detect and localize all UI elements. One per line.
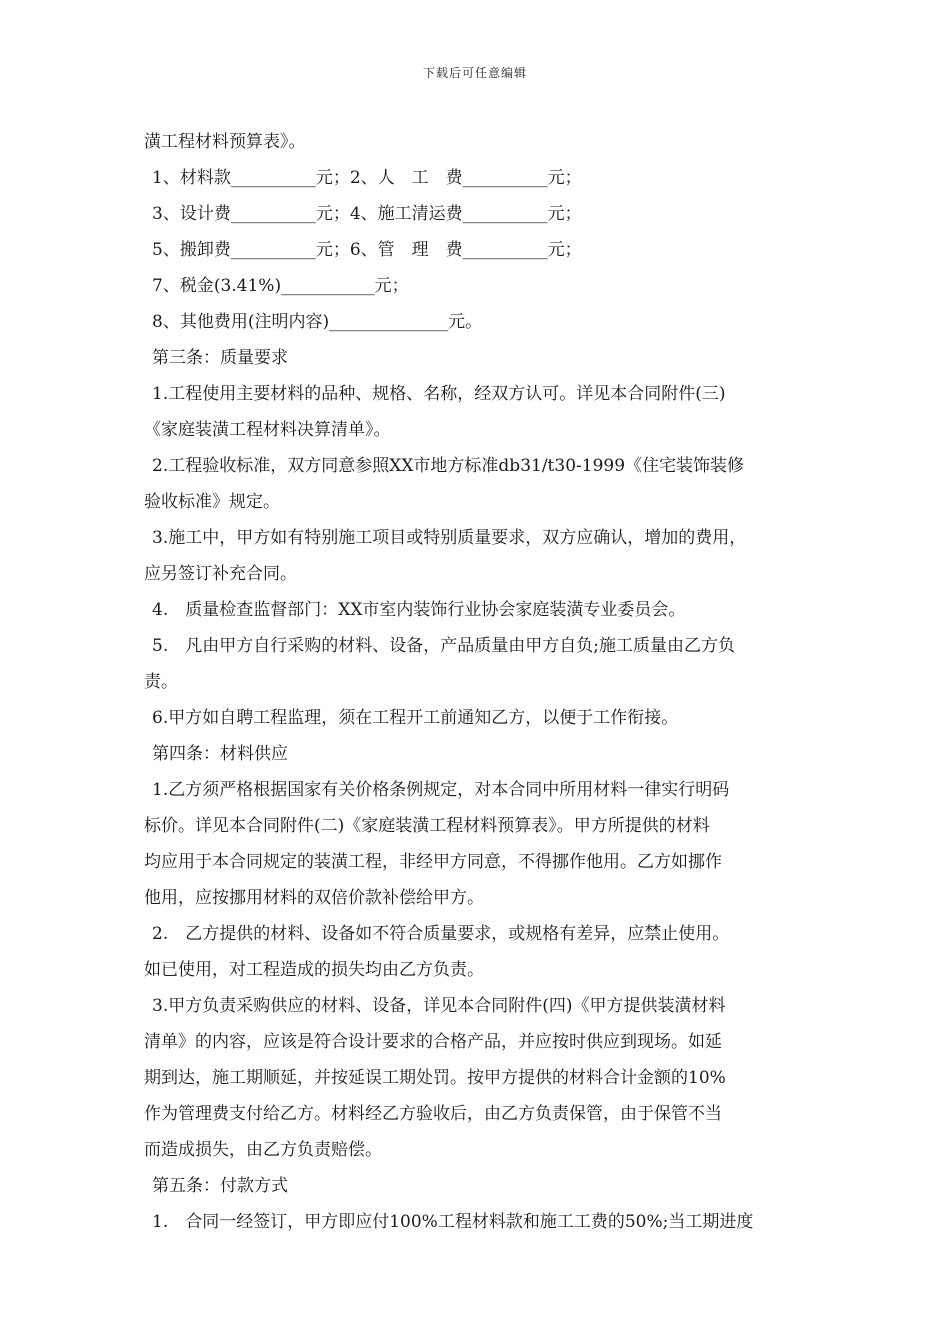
text-line: 第四条：材料供应 [152,744,288,764]
text-line: 3.甲方负责采购供应的材料、设备，详见本合同附件(四)《甲方提供装潢材料 [152,996,726,1016]
text-line: 3.施工中，甲方如有特别施工项目或特别质量要求，双方应确认，增加的费用， [152,528,747,548]
document-body [144,124,814,1240]
text-line: 7、税金(3.41%)___________元； [152,276,409,296]
text-line: 1. 合同一经签订，甲方即应付100%工程材料款和施工工费的50%;当工期进度 [152,1212,754,1232]
text-line: 第三条：质量要求 [152,348,288,368]
text-line: 《家庭装潢工程材料决算清单》。 [144,420,391,440]
text-line: 而造成损失，由乙方负责赔偿。 [144,1140,382,1160]
text-line: 1、材料款__________元；2、人 工 费__________元； [152,168,582,188]
text-line: 清单》的内容，应该是符合设计要求的合格产品，并应按时供应到现场。如延 [144,1032,722,1052]
text-line: 验收标准》规定。 [144,492,280,512]
text-line: 他用，应按挪用材料的双倍价款补偿给甲方。 [144,888,484,908]
text-line: 5. 凡由甲方自行采购的材料、设备，产品质量由甲方自负;施工质量由乙方负 [152,636,735,656]
text-line: 责。 [144,672,178,692]
text-line: 1.乙方须严格根据国家有关价格条例规定，对本合同中所用材料一律实行明码 [152,780,730,800]
text-line: 标价。详见本合同附件(二)《家庭装潢工程材料预算表》。甲方所提供的材料 [144,816,710,836]
text-line: 1.工程使用主要材料的品种、规格、名称，经双方认可。详见本合同附件(三) [152,384,726,404]
text-line: 作为管理费支付给乙方。材料经乙方验收后，由乙方负责保管，由于保管不当 [144,1104,722,1124]
text-line: 4. 质量检查监督部门：XX市室内装饰行业协会家庭装潢专业委员会。 [152,600,686,620]
text-line: 3、设计费__________元；4、施工清运费__________元； [152,204,582,224]
text-line: 如已使用，对工程造成的损失均由乙方负责。 [144,960,484,980]
text-line: 8、其他费用(注明内容)______________元。 [152,312,483,332]
text-line: 5、搬卸费__________元；6、管 理 费__________元； [152,240,582,260]
text-line: 6.甲方如自聘工程监理，须在工程开工前通知乙方，以便于工作衔接。 [152,708,679,728]
text-line: 第五条：付款方式 [152,1176,288,1196]
text-line: 2.工程验收标准，双方同意参照XX市地方标准db31/t30-1999《住宅装饰装修 [152,456,745,476]
text-line: 期到达，施工期顺延，并按延误工期处罚。按甲方提供的材料合计金额的10% [144,1068,726,1088]
text-line: 潢工程材料预算表》。 [144,132,306,152]
text-line: 应另签订补充合同。 [144,564,297,584]
page-header: 下载后可任意编辑 [422,66,527,80]
text-line: 均应用于本合同规定的装潢工程，非经甲方同意，不得挪作他用。乙方如挪作 [144,852,722,872]
text-line: 2. 乙方提供的材料、设备如不符合质量要求，或规格有差异，应禁止使用。 [152,924,730,944]
